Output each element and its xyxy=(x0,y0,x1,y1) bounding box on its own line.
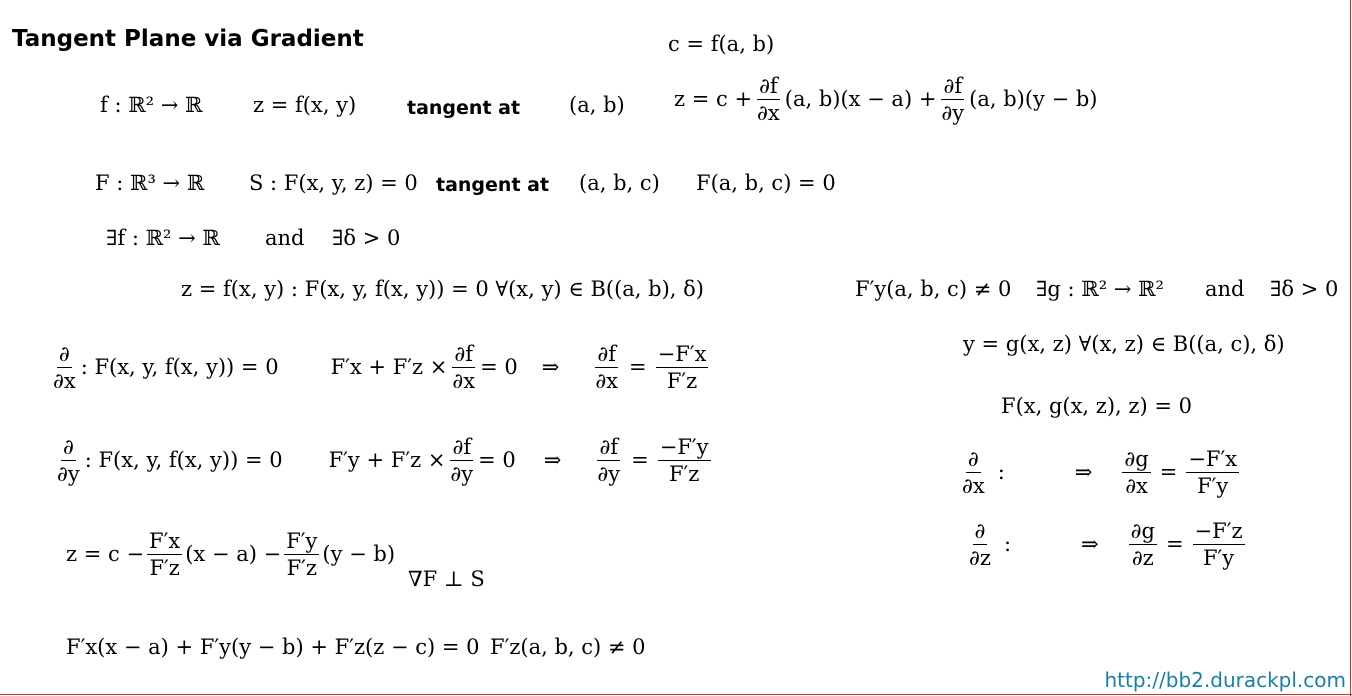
fx-over-fz: $\frac{F'x}{F'z}$ xyxy=(149,529,181,581)
fy-nonzero: F′y(a, b, c) ≠ 0 xyxy=(855,277,1012,301)
partial-x-operator: $\frac{\partial}{\partial x}$ xyxy=(962,447,985,499)
F-composed-zero: F(x, g(x, z), z) = 0 xyxy=(1001,394,1192,418)
plane-eq-lhs: z = c − xyxy=(66,542,145,567)
equals-sign: = xyxy=(629,355,647,380)
plane-lhs: z = c + xyxy=(674,87,753,112)
page-title: Tangent Plane via Gradient xyxy=(12,26,364,52)
point-on-surface: F(a, b, c) = 0 xyxy=(696,171,836,195)
equals-sign: = xyxy=(1165,532,1184,557)
df-dx-result: $\frac{-F'x}{F'z}$ xyxy=(657,342,707,394)
fy-over-fz: $\frac{F'y}{F'z}$ xyxy=(286,529,318,581)
composite-equation-x: : F(x, y, f(x, y)) = 0 xyxy=(80,355,279,380)
F-mapping: F : ℝ³ → ℝ xyxy=(95,171,205,195)
partial-f-y: $\frac{\partial f}{\partial y}$ xyxy=(941,74,965,126)
df-dy-result: $\frac{-F'y}{F'z}$ xyxy=(659,435,709,487)
watermark-url: http://bb2.durackpl.com xyxy=(1104,668,1346,692)
chain-rule-y-lhs: F′y + F′z × xyxy=(328,448,446,473)
bottom-border xyxy=(0,694,1352,695)
exists-g: ∃g : ℝ² → ℝ² xyxy=(1036,277,1164,301)
colon: : xyxy=(997,460,1005,485)
exists-delta: ∃δ > 0 xyxy=(332,226,401,250)
plane-end: (a, b)(y − b) xyxy=(969,87,1098,112)
implies-arrow: ⇒ xyxy=(1074,460,1093,485)
df-dx-result-lhs: $\frac{\partial f}{\partial x}$ xyxy=(595,342,619,394)
implicit-function-statement: z = f(x, y) : F(x, y, f(x, y)) = 0 ∀(x, y) ∈ B((a, b), δ) xyxy=(181,277,704,301)
chain-rule-x-rhs: = 0 xyxy=(480,355,518,380)
colon: : xyxy=(1003,532,1012,557)
tangent-at-label: tangent at xyxy=(407,97,521,119)
dg-dz-derivation xyxy=(964,520,1248,569)
dg-dx-derivation xyxy=(957,448,1242,497)
partial-f-x: $\frac{\partial f}{\partial x}$ xyxy=(757,74,780,126)
derivative-x-row xyxy=(48,343,711,392)
df-dy-result-lhs: $\frac{\partial f}{\partial y}$ xyxy=(597,435,621,487)
implies-arrow: ⇒ xyxy=(543,448,562,473)
y-equals-g: y = g(x, z) ∀(x, z) ∈ B((a, c), δ) xyxy=(963,332,1285,356)
derivative-y-row xyxy=(52,436,714,485)
surface-definition: S : F(x, y, z) = 0 xyxy=(249,171,418,195)
exists-f: ∃f : ℝ² → ℝ xyxy=(106,226,220,250)
equals-sign: = xyxy=(1159,460,1178,485)
plane-mid: (a, b)(x − a) + xyxy=(784,87,937,112)
chain-rule-x-lhs: F′x + F′z × xyxy=(330,355,448,380)
partial-x-op: $\frac{\partial}{\partial x}$ xyxy=(53,342,76,394)
composite-equation-y: : F(x, y, f(x, y)) = 0 xyxy=(84,448,283,473)
fz-nonzero: F′z(a, b, c) ≠ 0 xyxy=(490,635,646,659)
chain-rule-y-rhs: = 0 xyxy=(478,448,516,473)
tangent-at-label-3d: tangent at xyxy=(436,174,550,196)
result-dg-dz: $\frac{-F'z}{F'y}$ xyxy=(1194,519,1243,571)
and-text-2: and xyxy=(1205,277,1245,301)
f-mapping: f : ℝ² → ℝ xyxy=(100,93,203,117)
plane-eq-mid: (x − a) − xyxy=(185,542,282,567)
partial-f-y-chain: $\frac{\partial f}{\partial y}$ xyxy=(450,435,474,487)
tangent-point-2d: (a, b) xyxy=(569,93,625,117)
result-dg-dx: $\frac{-F'x}{F'y}$ xyxy=(1188,447,1238,499)
partial-z-operator: $\frac{\partial}{\partial z}$ xyxy=(969,519,991,571)
c-definition: c = f(a, b) xyxy=(668,32,775,56)
final-plane-equation: F′x(x − a) + F′y(y − b) + F′z(z − c) = 0 xyxy=(66,635,480,659)
partial-f-x-chain: $\frac{\partial f}{\partial x}$ xyxy=(452,342,476,394)
gradient-perpendicular: ∇F ⊥ S xyxy=(408,567,485,591)
z-equals-f: z = f(x, y) xyxy=(253,93,357,117)
implies-arrow: ⇒ xyxy=(1081,532,1099,557)
partial-g-x: $\frac{\partial g}{\partial x}$ xyxy=(1124,447,1149,499)
tangent-point-3d: (a, b, c) xyxy=(579,171,660,195)
partial-y-op: $\frac{\partial}{\partial y}$ xyxy=(57,435,80,487)
plane-equation-partials xyxy=(66,530,395,579)
plane-eq-end: (y − b) xyxy=(322,542,396,567)
equals-sign: = xyxy=(631,448,649,473)
and-text: and xyxy=(265,226,305,250)
exists-delta-2: ∃δ > 0 xyxy=(1270,277,1339,301)
implies-arrow: ⇒ xyxy=(541,355,560,380)
partial-g-z: $\frac{\partial g}{\partial z}$ xyxy=(1130,519,1155,571)
right-border xyxy=(1350,0,1351,696)
tangent-plane-formula xyxy=(674,75,1098,124)
